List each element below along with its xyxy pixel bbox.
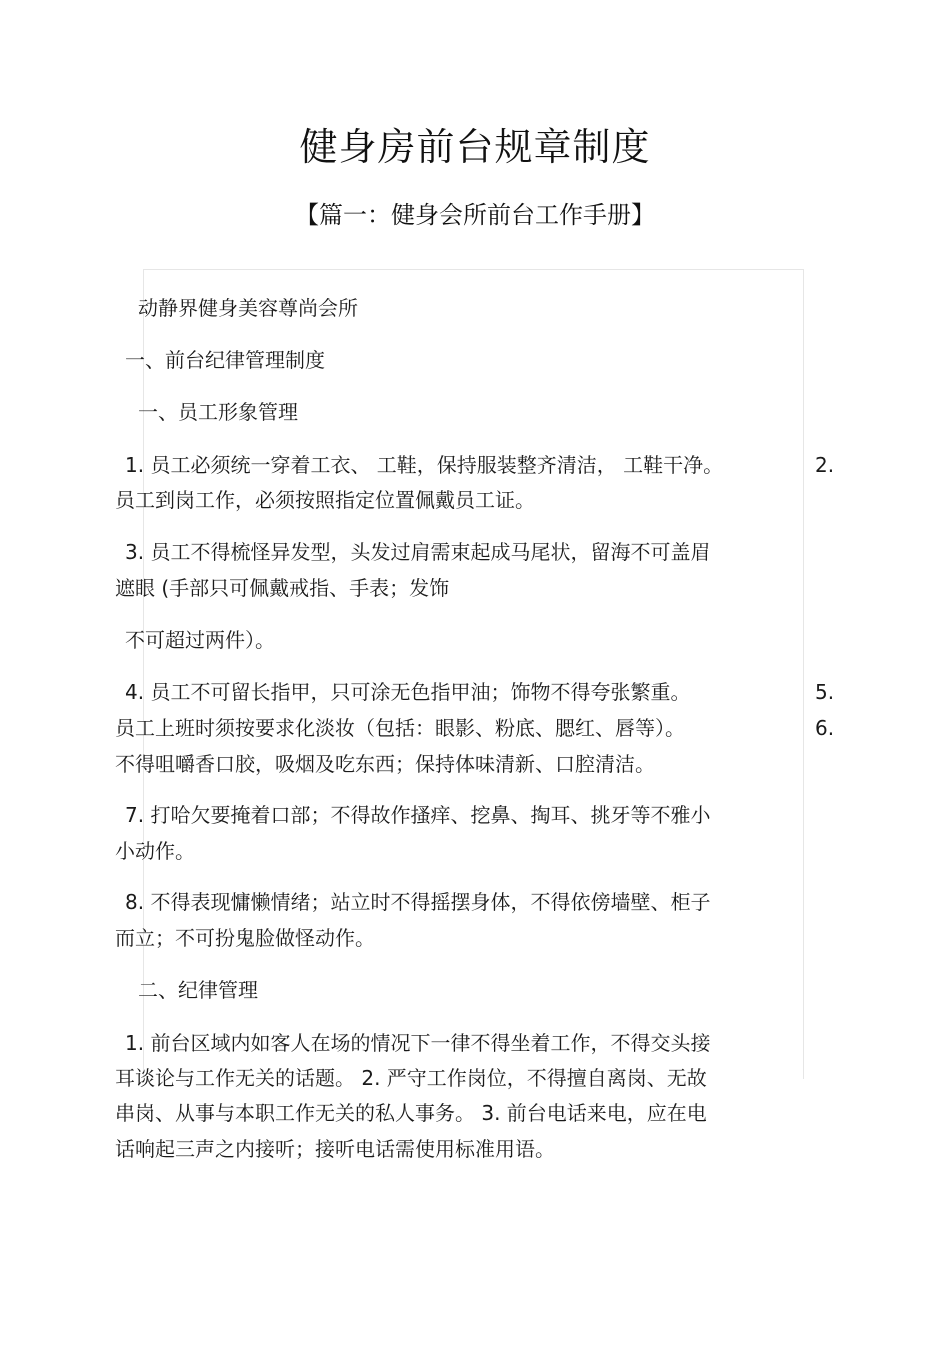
discipline-paragraph-line-4: 话响起三声之内接听；接听电话需使用标准用语。 — [115, 1137, 555, 1161]
content-frame-right-border — [803, 269, 804, 1079]
content-frame-left-border — [143, 269, 144, 1079]
discipline-paragraph-line-1: 1. 前台区域内如客人在场的情况下一律不得坐着工作，不得交头接 — [125, 1031, 711, 1055]
subheading-image: 一、员工形象管理 — [138, 400, 298, 424]
paragraph-1: 1. 员工必须统一穿着工衣、 工鞋，保持服装整齐清洁， 工鞋干净。 — [125, 453, 724, 477]
page-title: 健身房前台规章制度 — [299, 125, 651, 169]
discipline-paragraph-line-2: 耳谈论与工作无关的话题。 2. 严守工作岗位，不得擅自离岗、无故 — [115, 1066, 707, 1090]
paragraph-3-line-3: 不可超过两件）。 — [125, 628, 275, 652]
content-frame-top-border — [143, 269, 803, 270]
paragraph-4: 4. 员工不可留长指甲，只可涂无色指甲油；饰物不得夸张繁重。 — [125, 680, 691, 704]
section-heading-discipline: 一、前台纪律管理制度 — [125, 348, 325, 372]
paragraph-5: 员工上班时须按要求化淡妆（包括：眼影、粉底、腮红、唇等）。 — [115, 716, 685, 740]
paragraph-3-line-1: 3. 员工不得梳怪异发型，头发过肩需束起成马尾状，留海不可盖眉 — [125, 540, 711, 564]
paragraph-8-line-2: 而立；不可扮鬼脸做怪动作。 — [115, 926, 375, 950]
paragraph-5-number: 5. — [815, 680, 835, 704]
paragraph-7-line-2: 小动作。 — [115, 839, 195, 863]
paragraph-6: 不得咀嚼香口胶，吸烟及吃东西；保持体味清新、口腔清洁。 — [115, 752, 655, 776]
paragraph-3-line-2: 遮眼 (手部只可佩戴戒指、手表；发饰 — [115, 576, 450, 600]
paragraph-8-line-1: 8. 不得表现慵懒情绪；站立时不得摇摆身体，不得依傍墙壁、柜子 — [125, 890, 711, 914]
paragraph-7-line-1: 7. 打哈欠要掩着口部；不得故作搔痒、挖鼻、掏耳、挑牙等不雅小 — [125, 803, 711, 827]
subheading-discipline: 二、纪律管理 — [138, 978, 258, 1002]
paragraph-6-number: 6. — [815, 716, 835, 740]
club-name: 动静界健身美容尊尚会所 — [138, 296, 358, 320]
page-subtitle: 【篇一：健身会所前台工作手册】 — [295, 201, 655, 229]
discipline-paragraph-line-3: 串岗、从事与本职工作无关的私人事务。 3. 前台电话来电，应在电 — [115, 1101, 707, 1125]
paragraph-2-number: 2. — [815, 453, 835, 477]
paragraph-2: 员工到岗工作，必须按照指定位置佩戴员工证。 — [115, 488, 535, 512]
